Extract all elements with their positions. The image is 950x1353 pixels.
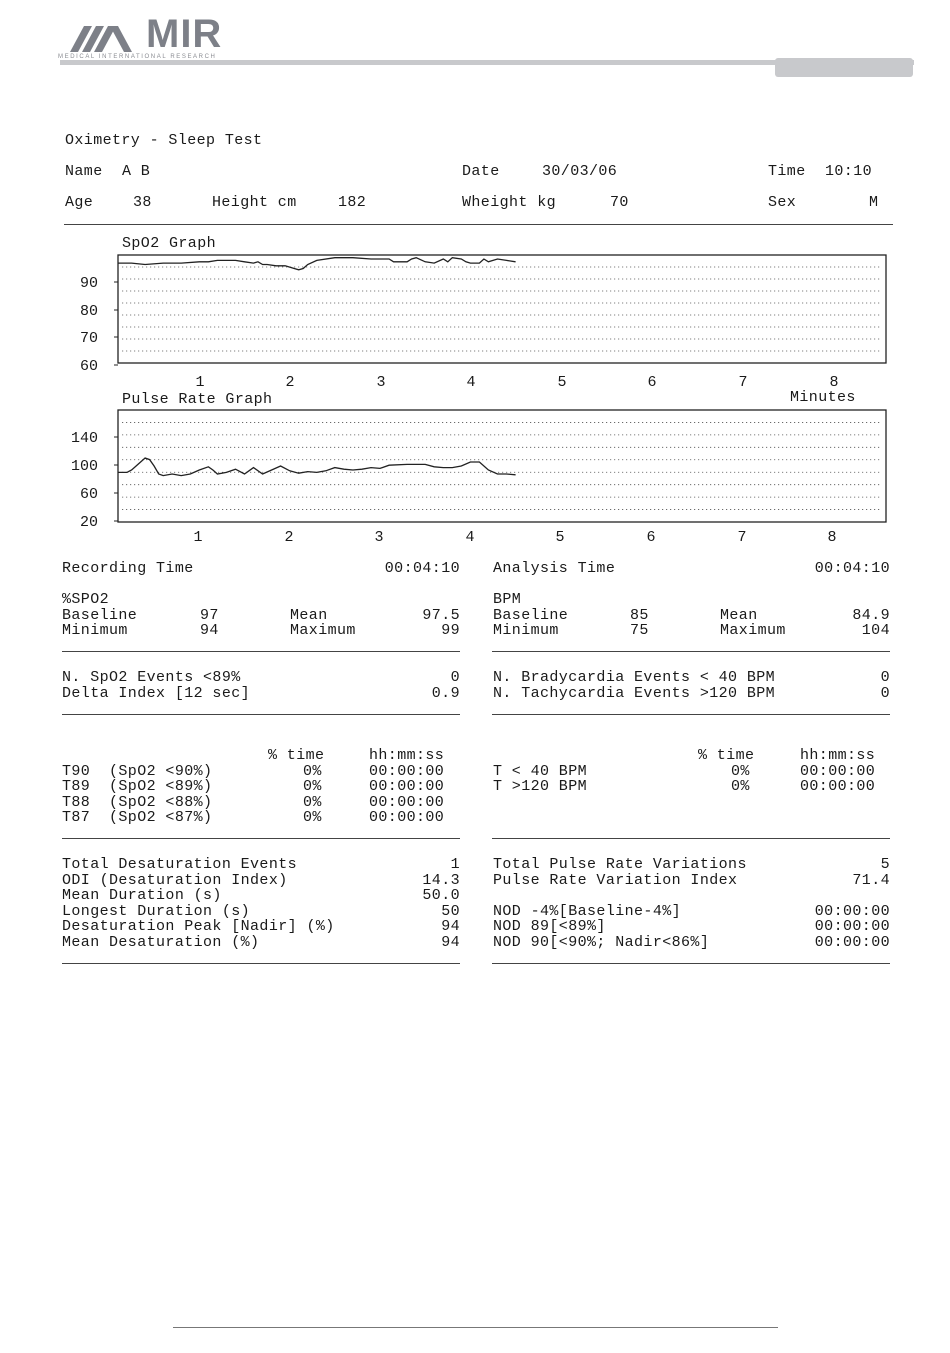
t87-time: 00:00:00 [369,809,445,826]
pct-time-header-left: % time [268,747,325,764]
t-tachy-pct: 0% [731,778,750,795]
date-value: 30/03/06 [542,163,618,180]
odi-label: ODI (Desaturation Index) [62,872,288,889]
pulse-xtick-label: 6 [646,529,656,546]
spo2-maximum-label: Maximum [290,622,356,639]
bradycardia-events-value: 0 [880,669,890,686]
pulse-xtick-label: 2 [284,529,294,546]
nod-4-label: NOD -4%[Baseline-4%] [493,903,682,920]
t-tachy-label: T >120 BPM [493,778,588,795]
time-value: 10:10 [825,163,873,180]
height-label: Height cm [212,194,297,211]
spo2-xtick-label: 6 [647,374,657,391]
nod-89-value: 00:00:00 [814,918,890,935]
spo2-xtick-label: 5 [557,374,567,391]
bpm-maximum-label: Maximum [720,622,786,639]
t-brady-time: 00:00:00 [800,763,876,780]
sex-value: M [869,194,879,211]
desat-peak-value: 94 [441,918,460,935]
tachycardia-events-value: 0 [880,685,890,702]
footer-rule [173,1327,778,1328]
spo2-series-line [118,258,516,270]
spo2-mean-value: 97.5 [422,607,460,624]
minutes-label: Minutes [790,389,856,406]
t90-label: T90 (SpO2 <90%) [62,763,213,780]
spo2-baseline-value: 97 [200,607,219,624]
spo2-ytick-label: 60 [79,358,98,375]
longest-duration-label: Longest Duration (s) [62,903,251,920]
stats-divider-left-1 [62,651,460,652]
spo2-ytick-label: 70 [79,330,98,347]
spo2-xtick-label: 2 [285,374,295,391]
t87-pct: 0% [303,809,322,826]
t90-pct: 0% [303,763,322,780]
pulse-var-index-label: Pulse Rate Variation Index [493,872,738,889]
weight-value: 70 [610,194,629,211]
stats-divider-right-2 [492,714,890,715]
spo2-baseline-label: Baseline [62,607,138,624]
spo2-header: %SPO2 [62,591,110,608]
pulse-var-index-value: 71.4 [852,872,890,889]
header-tab [775,58,913,77]
age-value: 38 [133,194,152,211]
name-label: Name [65,163,103,180]
weight-label: Wheight kg [462,194,557,211]
hms-header-left: hh:mm:ss [369,747,445,764]
t88-time: 00:00:00 [369,794,445,811]
desat-peak-label: Desaturation Peak [Nadir] (%) [62,918,335,935]
pulse-xtick-label: 5 [555,529,565,546]
pulse-xtick-label: 3 [374,529,384,546]
stats-divider-right-4 [492,963,890,964]
pulse-plot-frame [118,410,886,522]
stats-divider-left-3 [62,838,460,839]
pulse-series-line [118,458,516,476]
pulse-xtick-label: 1 [193,529,203,546]
spo2-ytick-label: 80 [79,303,98,320]
pct-time-header-right: % time [698,747,755,764]
mean-duration-label: Mean Duration (s) [62,887,222,904]
nod-90-value: 00:00:00 [814,934,890,951]
t-tachy-time: 00:00:00 [800,778,876,795]
bradycardia-events-label: N. Bradycardia Events < 40 BPM [493,669,776,686]
nod-90-label: NOD 90[<90%; Nadir<86%] [493,934,710,951]
pulse-xtick-label: 4 [465,529,475,546]
stats-divider-right-1 [492,651,890,652]
t87-label: T87 (SpO2 <87%) [62,809,213,826]
logo [58,12,240,62]
pulse-xtick-label: 8 [827,529,837,546]
bpm-maximum-value: 104 [861,622,890,639]
t-brady-label: T < 40 BPM [493,763,588,780]
hms-header-right: hh:mm:ss [800,747,876,764]
t-brady-pct: 0% [731,763,750,780]
odi-value: 14.3 [422,872,460,889]
stats-divider-left-4 [62,963,460,964]
logo-text: MIR [146,12,223,56]
bpm-minimum-value: 75 [630,622,649,639]
name-value: A B [122,163,151,180]
pulse-ytick-label: 100 [70,458,98,475]
delta-index-value: 0.9 [431,685,460,702]
recording-time-label: Recording Time [62,560,194,577]
t88-label: T88 (SpO2 <88%) [62,794,213,811]
spo2-events-value: 0 [450,669,460,686]
spo2-xtick-label: 8 [829,374,839,391]
spo2-plot-frame [118,255,886,363]
total-pulse-var-value: 5 [880,856,890,873]
pulse-ytick-label: 140 [70,430,98,447]
total-pulse-var-label: Total Pulse Rate Variations [493,856,747,873]
stats-divider-right-3 [492,838,890,839]
spo2-xtick-label: 4 [466,374,476,391]
stats-divider-left-2 [62,714,460,715]
spo2-graph-title: SpO2 Graph [122,235,217,252]
pulse-ytick-label: 60 [79,486,98,503]
mean-desat-label: Mean Desaturation (%) [62,934,260,951]
bpm-header: BPM [493,591,522,608]
t89-time: 00:00:00 [369,778,445,795]
age-label: Age [65,194,94,211]
date-label: Date [462,163,500,180]
longest-duration-value: 50 [441,903,460,920]
t90-time: 00:00:00 [369,763,445,780]
logo-subtitle: MEDICAL INTERNATIONAL RESEARCH [58,54,217,60]
analysis-time-value: 00:04:10 [814,560,890,577]
total-desat-value: 1 [450,856,460,873]
nod-89-label: NOD 89[<89%] [493,918,606,935]
bpm-mean-label: Mean [720,607,758,624]
spo2-events-label: N. SpO2 Events <89% [62,669,241,686]
tachycardia-events-label: N. Tachycardia Events >120 BPM [493,685,776,702]
logo-mark-icon [70,20,142,56]
report-title: Oximetry - Sleep Test [65,132,263,149]
height-value: 182 [338,194,367,211]
pulse-graph-title: Pulse Rate Graph [122,391,273,408]
sex-label: Sex [768,194,797,211]
spo2-xtick-label: 7 [738,374,748,391]
t88-pct: 0% [303,794,322,811]
spo2-mean-label: Mean [290,607,328,624]
delta-index-label: Delta Index [12 sec] [62,685,251,702]
pulse-chart [0,400,950,560]
recording-time-value: 00:04:10 [384,560,460,577]
spo2-xtick-label: 3 [376,374,386,391]
pulse-ytick-label: 20 [79,514,98,531]
spo2-maximum-value: 99 [441,622,460,639]
spo2-xtick-label: 1 [195,374,205,391]
spo2-chart [0,245,950,405]
total-desat-label: Total Desaturation Events [62,856,298,873]
analysis-time-label: Analysis Time [493,560,616,577]
pulse-xtick-label: 7 [737,529,747,546]
spo2-minimum-value: 94 [200,622,219,639]
time-label: Time [768,163,806,180]
nod-4-value: 00:00:00 [814,903,890,920]
bpm-baseline-value: 85 [630,607,649,624]
bpm-minimum-label: Minimum [493,622,559,639]
bpm-baseline-label: Baseline [493,607,569,624]
t89-pct: 0% [303,778,322,795]
info-divider [64,224,893,225]
mean-desat-value: 94 [441,934,460,951]
mean-duration-value: 50.0 [422,887,460,904]
spo2-minimum-label: Minimum [62,622,128,639]
spo2-ytick-label: 90 [79,275,98,292]
bpm-mean-value: 84.9 [852,607,890,624]
t89-label: T89 (SpO2 <89%) [62,778,213,795]
